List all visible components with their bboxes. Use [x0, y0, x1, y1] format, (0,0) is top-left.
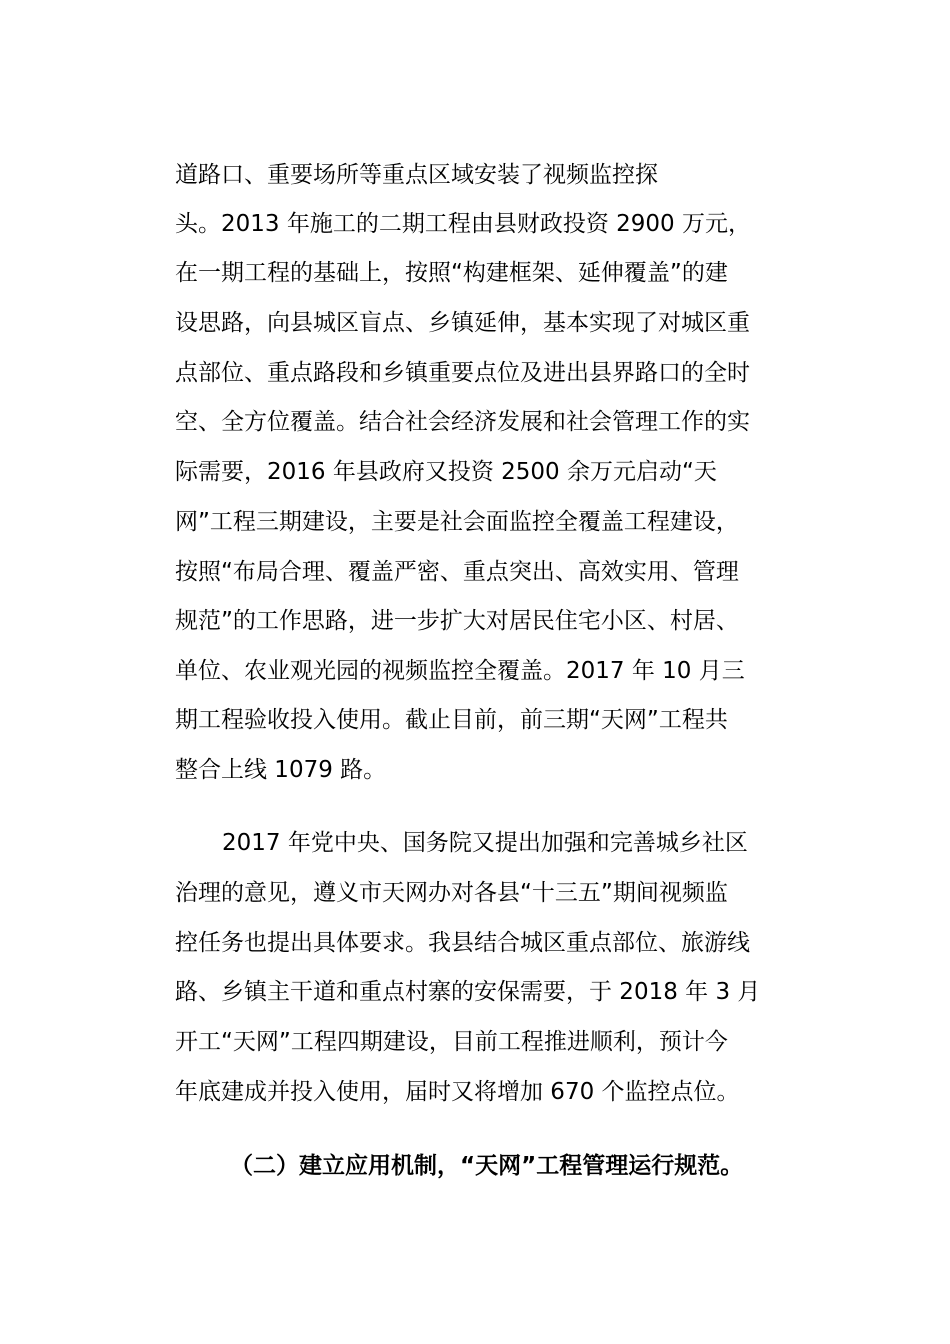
paragraph-line: 网”工程三期建设，主要是社会面监控全覆盖工程建设，	[175, 509, 739, 535]
paragraph-line: 在一期工程的基础上，按照“构建框架、延伸覆盖”的建	[175, 260, 728, 286]
paragraph-line: 点部位、重点路段和乡镇重要点位及进出县界路口的全时	[175, 360, 750, 386]
paragraph-line: 道路口、重要场所等重点区域安装了视频监控探	[175, 162, 658, 188]
paragraph-line: 空、全方位覆盖。结合社会经济发展和社会管理工作的实	[175, 409, 750, 435]
paragraph-line: 规范”的工作思路，进一步扩大对居民住宅小区、村居、	[175, 608, 739, 634]
paragraph-line: 单位、农业观光园的视频监控全覆盖。2017 年 10 月三	[175, 658, 745, 684]
paragraph-line: 际需要，2016 年县政府又投资 2500 余万元启动“天	[175, 459, 717, 485]
paragraph-line: 整合上线 1079 路。	[175, 757, 387, 783]
paragraph-line: 年底建成并投入使用，届时又将增加 670 个监控点位。	[175, 1079, 740, 1105]
section-heading: （二）建立应用机制，“天网”工程管理运行规范。	[230, 1153, 744, 1179]
paragraph-line: 控任务也提出具体要求。我县结合城区重点部位、旅游线	[175, 930, 750, 956]
paragraph-line: 头。2013 年施工的二期工程由县财政投资 2900 万元，	[175, 211, 751, 237]
paragraph-line: 设思路，向县城区盲点、乡镇延伸，基本实现了对城区重	[175, 310, 750, 336]
paragraph-line: 期工程验收投入使用。截止目前，前三期“天网”工程共	[175, 707, 728, 733]
paragraph-line: 路、乡镇主干道和重点村寨的安保需要，于 2018 年 3 月	[175, 979, 761, 1005]
paragraph-line: 开工“天网”工程四期建设，目前工程推进顺利，预计今	[175, 1029, 728, 1055]
paragraph-line: 按照“布局合理、覆盖严密、重点突出、高效实用、管理	[175, 559, 739, 585]
paragraph-line: 2017 年党中央、国务院又提出加强和完善城乡社区	[222, 830, 748, 856]
paragraph-line: 治理的意见，遵义市天网办对各县“十三五”期间视频监	[175, 880, 728, 906]
